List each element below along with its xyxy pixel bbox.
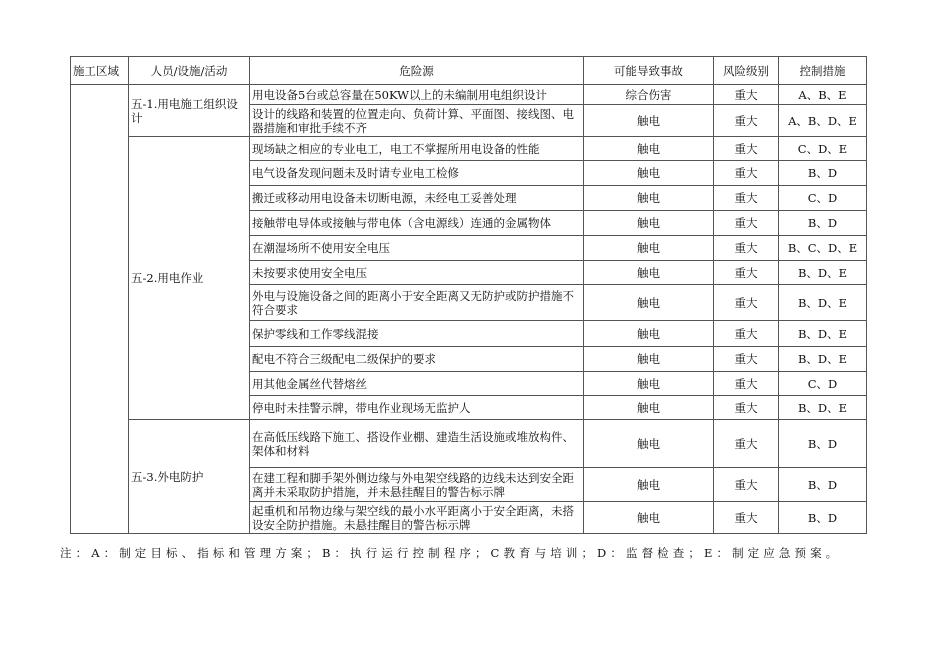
accident-cell: 触电 [584, 321, 714, 347]
measure-cell: B、D、E [779, 321, 867, 347]
accident-cell: 触电 [584, 161, 714, 186]
accident-cell: 触电 [584, 372, 714, 396]
hazard-cell: 在潮湿场所不使用安全电压 [250, 236, 584, 261]
level-cell: 重大 [714, 396, 779, 420]
activity-cell: 五-1.用电施工组织设计 [129, 85, 250, 137]
measure-cell: B、D [779, 161, 867, 186]
table-row [71, 137, 867, 161]
measure-cell: B、D、E [779, 261, 867, 285]
level-cell: 重大 [714, 502, 779, 534]
hazard-cell: 保护零线和工作零线混接 [250, 321, 584, 347]
accident-cell: 触电 [584, 347, 714, 372]
hazard-cell: 接触带电导体或接触与带电体（含电源线）连通的金属物体 [250, 211, 584, 236]
measure-cell: C、D [779, 372, 867, 396]
hazard-cell: 停电时未挂警示牌，带电作业现场无监护人 [250, 396, 584, 420]
accident-cell: 触电 [584, 420, 714, 468]
measure-cell: A、B、E [779, 85, 867, 105]
hazard-cell: 设计的线路和装置的位置走向、负荷计算、平面图、接线图、电器措施和审批手续不齐 [250, 105, 584, 137]
hazard-cell: 未按要求使用安全电压 [250, 261, 584, 285]
level-cell: 重大 [714, 372, 779, 396]
header-zone: 施工区域 [71, 57, 129, 85]
hazard-cell: 现场缺之相应的专业电工，电工不掌握所用电设备的性能 [250, 137, 584, 161]
accident-cell: 触电 [584, 468, 714, 502]
hazard-cell: 用其他金属丝代替熔丝 [250, 372, 584, 396]
level-cell: 重大 [714, 236, 779, 261]
level-cell: 重大 [714, 285, 779, 321]
level-cell: 重大 [714, 105, 779, 137]
measure-cell: B、D、E [779, 347, 867, 372]
measure-cell: B、D [779, 468, 867, 502]
level-cell: 重大 [714, 420, 779, 468]
header-person: 人员/设施/活动 [129, 57, 250, 85]
measure-cell: B、D、E [779, 285, 867, 321]
hazard-cell: 在建工程和脚手架外侧边缘与外电架空线路的边线未达到安全距离并未采取防护措施，并未悬挂醒目的警告标示牌 [250, 468, 584, 502]
level-cell: 重大 [714, 137, 779, 161]
hazard-cell: 起重机和吊物边缘与架空线的最小水平距离小于安全距离，未搭设安全防护措施。未悬挂醒目的警告标示牌 [250, 502, 584, 534]
measure-cell: A、B、D、E [779, 105, 867, 137]
hazard-cell: 在高低压线路下施工、搭设作业棚、建造生活设施或堆放构件、架体和材料 [250, 420, 584, 468]
hazard-cell: 配电不符合三级配电二级保护的要求 [250, 347, 584, 372]
header-row [71, 57, 867, 85]
accident-cell: 触电 [584, 186, 714, 211]
hazard-cell: 用电设备5台或总容量在50KW以上的未编制用电组织设计 [250, 85, 584, 105]
hazard-cell: 外电与设施设备之间的距离小于安全距离又无防护或防护措施不符合要求 [250, 285, 584, 321]
measure-cell: B、C、D、E [779, 236, 867, 261]
accident-cell: 触电 [584, 105, 714, 137]
measure-cell: B、D、E [779, 396, 867, 420]
level-cell: 重大 [714, 468, 779, 502]
level-cell: 重大 [714, 261, 779, 285]
level-cell: 重大 [714, 211, 779, 236]
measure-cell: B、D [779, 211, 867, 236]
accident-cell: 触电 [584, 285, 714, 321]
level-cell: 重大 [714, 321, 779, 347]
hazard-cell: 搬迁或移动用电设备未切断电源，未经电工妥善处理 [250, 186, 584, 211]
accident-cell: 触电 [584, 502, 714, 534]
table-row [71, 420, 867, 468]
header-measure: 控制措施 [779, 57, 867, 85]
risk-table [70, 56, 867, 534]
legend-note: 注：A：制定目标、指标和管理方案；B：执行运行控制程序；C教育与培训；D：监督检查；E：制定应急预案。 [60, 546, 842, 560]
zone-cell [71, 85, 129, 534]
measure-cell: C、D、E [779, 137, 867, 161]
measure-cell: C、D [779, 186, 867, 211]
level-cell: 重大 [714, 186, 779, 211]
header-accident: 可能导致事故 [584, 57, 714, 85]
accident-cell: 触电 [584, 211, 714, 236]
accident-cell: 综合伤害 [584, 85, 714, 105]
accident-cell: 触电 [584, 236, 714, 261]
level-cell: 重大 [714, 347, 779, 372]
level-cell: 重大 [714, 85, 779, 105]
accident-cell: 触电 [584, 137, 714, 161]
accident-cell: 触电 [584, 261, 714, 285]
measure-cell: B、D [779, 420, 867, 468]
activity-cell: 五-3.外电防护 [129, 420, 250, 534]
measure-cell: B、D [779, 502, 867, 534]
header-level: 风险级别 [714, 57, 779, 85]
accident-cell: 触电 [584, 396, 714, 420]
hazard-cell: 电气设备发现问题未及时请专业电工检修 [250, 161, 584, 186]
table-row [71, 85, 867, 105]
level-cell: 重大 [714, 161, 779, 186]
header-hazard: 危险源 [250, 57, 584, 85]
activity-cell: 五-2.用电作业 [129, 137, 250, 420]
